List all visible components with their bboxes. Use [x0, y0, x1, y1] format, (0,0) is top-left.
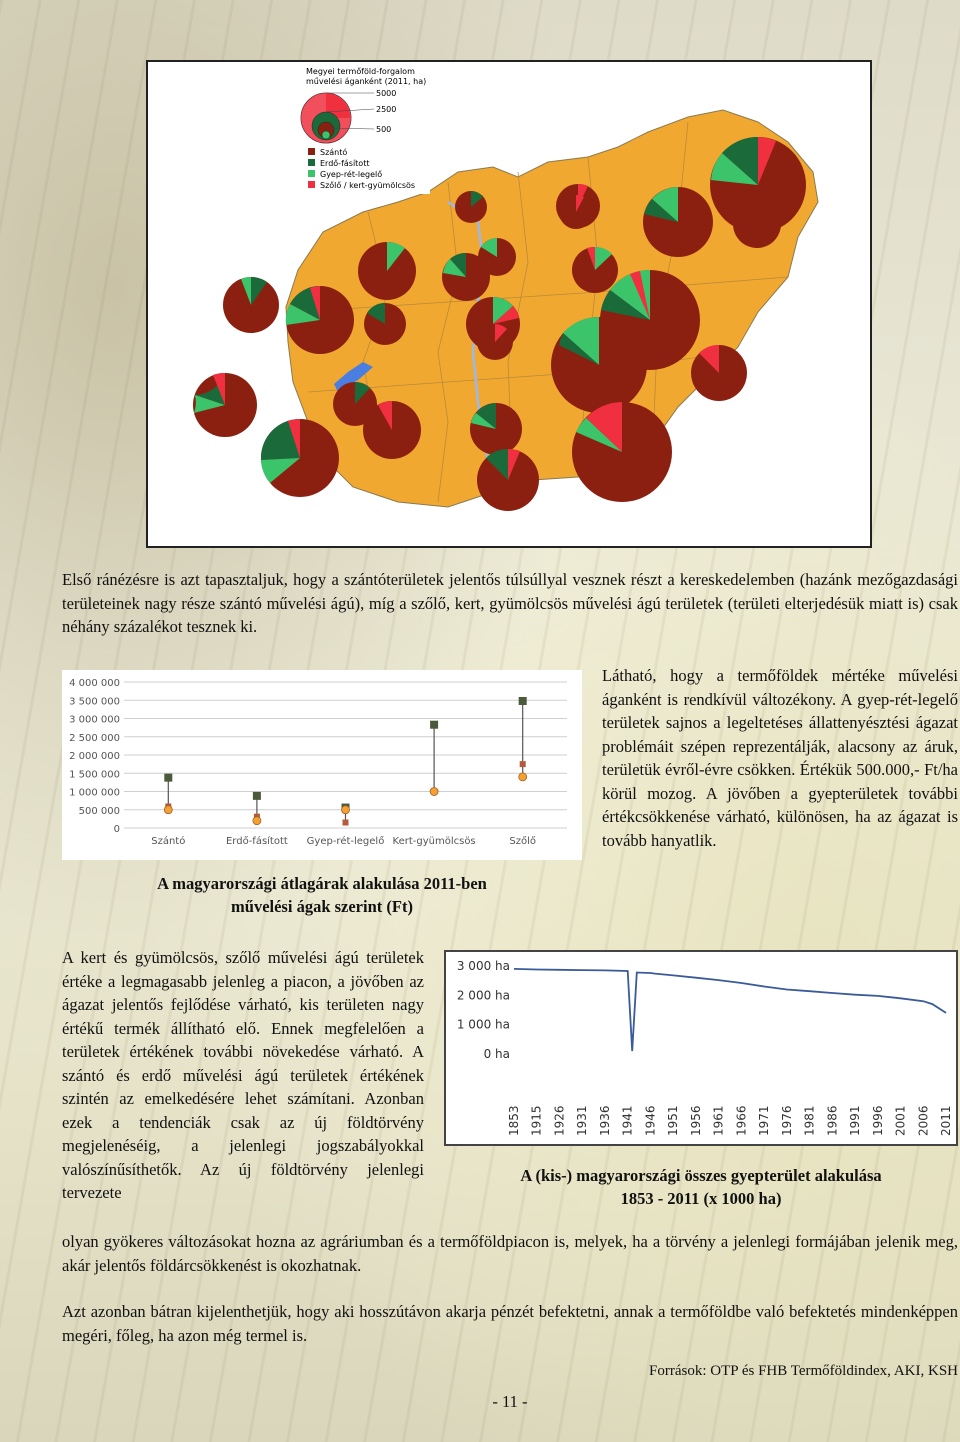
price-caption-line1: A magyarországi átlagárak alakulása 2011-ben — [157, 874, 487, 893]
x-tick-label: 1981 — [802, 1105, 817, 1136]
x-tick-label: 1941 — [620, 1105, 635, 1136]
data-point-max — [164, 774, 172, 782]
page-number: - 11 - — [492, 1392, 528, 1411]
x-tick-label: Szántó — [151, 836, 186, 847]
grass-caption-line2: 1853 - 2011 (x 1000 ha) — [620, 1189, 782, 1208]
x-tick-label: 1946 — [643, 1105, 658, 1136]
y-tick-label: 2 500 000 — [69, 732, 120, 744]
x-tick-label: Szőlő — [509, 836, 537, 847]
data-point-min — [343, 820, 349, 826]
data-point-avg — [253, 817, 261, 825]
conclusion-paragraph: Azt azonban bátran kijelenthetjük, hogy aki hosszútávon akarja pénzét befektetni, annak a termőföldbe való befektetés mindenképpen megéri, főleg, ha azon még termel is. — [62, 1302, 958, 1345]
legend-label: Szántó — [320, 148, 348, 157]
y-tick-label: 3 500 000 — [69, 696, 120, 708]
scale-label: 5000 — [376, 89, 397, 98]
x-tick-label: 1976 — [779, 1105, 794, 1136]
price-chart-svg — [62, 670, 582, 860]
pie-chart — [286, 286, 354, 354]
y-tick-label: 4 000 000 — [69, 678, 120, 689]
y-tick-label: 0 ha — [483, 1047, 510, 1061]
pie-chart — [455, 191, 487, 223]
pie-chart — [470, 403, 522, 455]
pie-chart — [600, 270, 700, 370]
legend-label: Erdő-fásított — [320, 159, 370, 168]
legend-label: Gyep-rét-legelő — [320, 170, 383, 179]
price-caption-line2: művelési ágak szerint (Ft) — [231, 897, 413, 916]
data-point-avg — [342, 806, 350, 814]
legend-title-line1: Megyei termőföld-forgalom — [306, 67, 415, 76]
data-point-max — [253, 792, 261, 800]
x-tick-label: 1996 — [870, 1105, 885, 1136]
x-tick-label: 1986 — [825, 1105, 840, 1136]
pie-chart — [572, 402, 672, 502]
y-tick-label: 3 000 000 — [69, 714, 120, 726]
pie-chart — [193, 373, 257, 437]
data-point-avg — [430, 788, 438, 796]
grass-caption-line1: A (kis-) magyarországi összes gyepterület alakulása — [520, 1166, 882, 1185]
x-tick-label: 2006 — [916, 1105, 931, 1136]
pie-chart — [223, 277, 279, 333]
land-law-paragraph: olyan gyökeres változásokat hozna az agráriumban és a termőföldpiacon is, melyek, ha a törvény a jelenlegi formájában jelenik meg, akár jelentős földárcsökkenést is okozhatnak. — [62, 1232, 958, 1275]
x-tick-label: 1971 — [757, 1105, 772, 1136]
price-chart-caption — [62, 872, 582, 918]
x-tick-label: 1956 — [688, 1105, 703, 1136]
data-point-max — [519, 697, 527, 705]
y-tick-label: 2 000 000 — [69, 751, 120, 762]
x-tick-label: 2011 — [939, 1105, 953, 1136]
x-tick-label: 1991 — [848, 1105, 863, 1136]
legend-swatch-szolo — [308, 181, 315, 188]
legend-swatch-gyep — [308, 170, 315, 177]
x-tick-label: 1915 — [529, 1105, 544, 1136]
sources-note: Források: OTP és FHB Termőföldindex, AKI, KSH — [649, 1363, 958, 1379]
grassland-area-line — [514, 969, 946, 1051]
pie-chart — [559, 195, 593, 229]
x-tick-label: 1936 — [597, 1105, 612, 1136]
data-point-max — [430, 721, 438, 729]
pie-chart — [572, 247, 618, 293]
data-point-avg — [164, 806, 172, 814]
legend-title-line2: művelési áganként (2011, ha) — [306, 77, 427, 86]
y-tick-label: 0 — [113, 824, 120, 835]
county-land-trade-map — [146, 60, 872, 548]
legend-swatch-szanto — [308, 148, 315, 155]
x-tick-label: Gyep-rét-legelő — [306, 836, 385, 847]
pie-chart — [358, 242, 416, 300]
y-tick-label: 1 500 000 — [69, 769, 120, 781]
pie-chart — [477, 324, 513, 360]
x-tick-label: Erdő-fásított — [225, 836, 288, 847]
grassland-paragraph: Látható, hogy a termőföldek mértéke művelési áganként is rendkívül változékony. A gyep-rét-legelő területek sajnos a legeltetéses állattenyésztési ágazat problémáit szépen reprezentálják, alacsony az áruk, területük évről-évre csökken. Értékük 500.000,- Ft/ha körül mozog. A jövőben a gyepterületek további értékcsökkenése várható, különösen, ha az ágazat is tovább hanyatlik. — [602, 666, 958, 850]
map-svg — [148, 62, 870, 546]
y-tick-label: 500 000 — [78, 805, 120, 817]
pie-chart — [643, 187, 713, 257]
grassland-chart-svg — [446, 952, 956, 1144]
pie-chart — [261, 419, 339, 497]
price-chart — [62, 670, 582, 860]
x-tick-label: 1966 — [734, 1105, 749, 1136]
pie-chart — [710, 137, 806, 233]
x-tick-label: 2001 — [893, 1105, 908, 1136]
legend-swatch-erdo — [308, 159, 315, 166]
pie-chart — [363, 401, 421, 459]
y-tick-label: 2 000 ha — [456, 988, 510, 1003]
legend-label: Szőlő / kert-gyümölcsös — [320, 181, 416, 190]
data-point-min — [520, 761, 526, 767]
grassland-chart — [444, 950, 958, 1146]
orchard-paragraph: A kert és gyümölcsös, szőlő művelési ágú területek értéke a legmagasabb jelenleg a piacon, a jövőben az ágazat jelentős fejlődése várható, kis területen nagy értékű termék állítható elő. Ennek megfelelően a területek értékének további növekedése várható. A szántó és erdő művelési ágú területek értékének szintén az emelkedésére lehet számítani. Azonban ezek a tendenciák csak az új földtörvény megjelenéséig, a jelenlegi jogszabályokkal valószínűsíthetők. Az új földtörvény jelenlegi tervezete — [62, 948, 424, 1202]
y-tick-label: 1 000 ha — [456, 1017, 510, 1032]
pie-chart — [364, 303, 406, 345]
scale-label: 2500 — [376, 105, 397, 114]
x-tick-label: 1951 — [666, 1105, 681, 1136]
x-tick-label: Kert-gyümölcsös — [392, 836, 476, 847]
x-tick-label: 1926 — [552, 1105, 567, 1136]
y-tick-label: 1 000 000 — [69, 787, 120, 799]
map-legend — [301, 62, 430, 194]
pie-chart — [478, 238, 516, 276]
pie-chart — [477, 449, 539, 511]
y-tick-label: 3 000 ha — [456, 959, 510, 973]
grassland-chart-caption — [444, 1164, 958, 1210]
scale-label: 500 — [376, 125, 392, 134]
x-tick-label: 1853 — [507, 1105, 521, 1136]
pie-chart — [691, 345, 747, 401]
data-point-avg — [519, 773, 527, 781]
intro-paragraph: Első ránézésre is azt tapasztaljuk, hogy a szántóterületek jelentős túlsúllyal vesznek részt a kereskedelemben (hazánk mezőgazdasági területeinek nagy része szántó művelési ágú), míg a szőlő, kert, gyümölcsös művelési ágú területek (területi elterjedésük miatt is) csak néhány százalékot tesznek ki. — [62, 570, 958, 636]
x-tick-label: 1931 — [575, 1105, 590, 1136]
x-tick-label: 1961 — [711, 1105, 726, 1136]
